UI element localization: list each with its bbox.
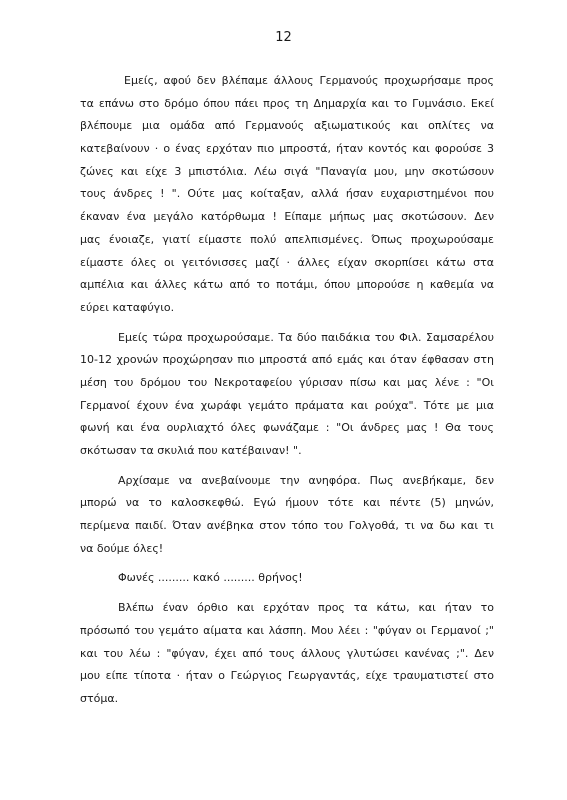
paragraph: [80, 327, 494, 463]
text-line: στόμα.: [80, 691, 119, 705]
text-line: μας ένοιαζε, γιατί είμαστε πολύ απελπισμένες. Όπως προχωρούσαμε: [80, 232, 494, 246]
text-line: να δούμε όλες!: [80, 541, 164, 555]
paragraph-gap: [80, 463, 494, 470]
text-line: 10-12 χρονών προχώρησαν πιο μπροστά από εμάς και όταν έφθασαν στη: [80, 353, 494, 367]
text-line: μπορώ να το καλοσκεφθώ. Εγώ ήμουν τότε και πέντε (5) μηνών,: [80, 496, 494, 510]
page-number: 12: [275, 30, 292, 45]
text-line: Φωνές ......... κακό ......... θρήνος!: [118, 571, 303, 585]
text-line: αμπέλια και άλλες κάτω από το ποτάμι, όπου μπορούσε η καθεμία να: [80, 278, 494, 292]
text-line: περίμενα παιδί. Όταν ανέβηκα στον τόπο του Γολγοθά, τι να δω και τι: [80, 519, 494, 533]
text-line: σκότωσαν τα σκυλιά που κατέβαιναν! ".: [80, 444, 302, 457]
text-line: κατεβαίνουν · ο ένας ερχόταν πιο μπροστά, ήταν κοντός και φορούσε 3: [80, 142, 494, 156]
text-line: Γερμανοί έχουν ένα χωράφι γεμάτο πράματα και ρούχα". Τότε με μια: [80, 398, 494, 412]
text-line: τα επάνω στο δρόμο όπου πάει προς τη Δημαρχία και το Γυμνάσιο. Εκεί: [80, 96, 494, 110]
text-line: φωνή και ένα ουρλιαχτό όλες φωνάζαμε : "Οι άνδρες μας ! Θα τους: [80, 421, 494, 435]
text-line: έκαναν ένα μεγάλο κατόρθωμα ! Είπαμε μήπως μας σκοτώσουν. Δεν: [80, 210, 494, 224]
text-line: Αρχίσαμε να ανεβαίνουμε την ανηφόρα. Πως ανεβήκαμε, δεν: [118, 473, 494, 487]
paragraph: [80, 470, 494, 561]
text-line: Εμείς, αφού δεν βλέπαμε άλλους Γερμανούς προχωρήσαμε προς: [124, 74, 494, 87]
text-line: εύρει καταφύγιο.: [80, 300, 175, 314]
paragraph-gap: [80, 560, 494, 567]
body-text: [80, 70, 494, 711]
paragraph-gap: [80, 590, 494, 597]
text-line: ζώνες και είχε 3 μπιστόλια. Λέω σιγά "Παναγία μου, μην σκοτώσουν: [80, 164, 494, 178]
paragraph: [80, 567, 494, 590]
text-line: είμαστε όλες οι γειτόνισσες μαζί · άλλες είχαν σκορπίσει κάτω στα: [80, 255, 494, 269]
text-line: μέση του δρόμου του Νεκροταφείου γύρισαν πίσω και μας λένε : "Οι: [80, 375, 494, 389]
text-line: Εμείς τώρα προχωρούσαμε. Τα δύο παιδάκια του Φιλ. Σαμσαρέλου: [118, 330, 494, 344]
text-line: μου είπε τίποτα · ήταν ο Γεώργιος Γεωργαντάς, είχε τραυματιστεί στο: [80, 669, 494, 683]
paragraph: [80, 597, 494, 710]
text-line: βλέπουμε μια ομάδα από Γερμανούς αξιωματικούς και οπλίτες να: [80, 119, 494, 133]
text-line: πρόσωπό του γεμάτο αίματα και λάσπη. Μου λέει : "φύγαν οι Γερμανοί ;": [80, 623, 494, 637]
text-line: τους άνδρες ! ". Ούτε μας κοίταξαν, αλλά ήσαν ευχαριστημένοι που: [80, 187, 494, 201]
text-line: και του λέω : "φύγαν, έχει από τους άλλους γλυτώσει κανένας ;". Δεν: [80, 646, 494, 660]
text-line: Βλέπω έναν όρθιο και ερχόταν προς τα κάτω, και ήταν το: [118, 601, 494, 615]
paragraph: [80, 70, 494, 320]
paragraph-gap: [80, 320, 494, 327]
